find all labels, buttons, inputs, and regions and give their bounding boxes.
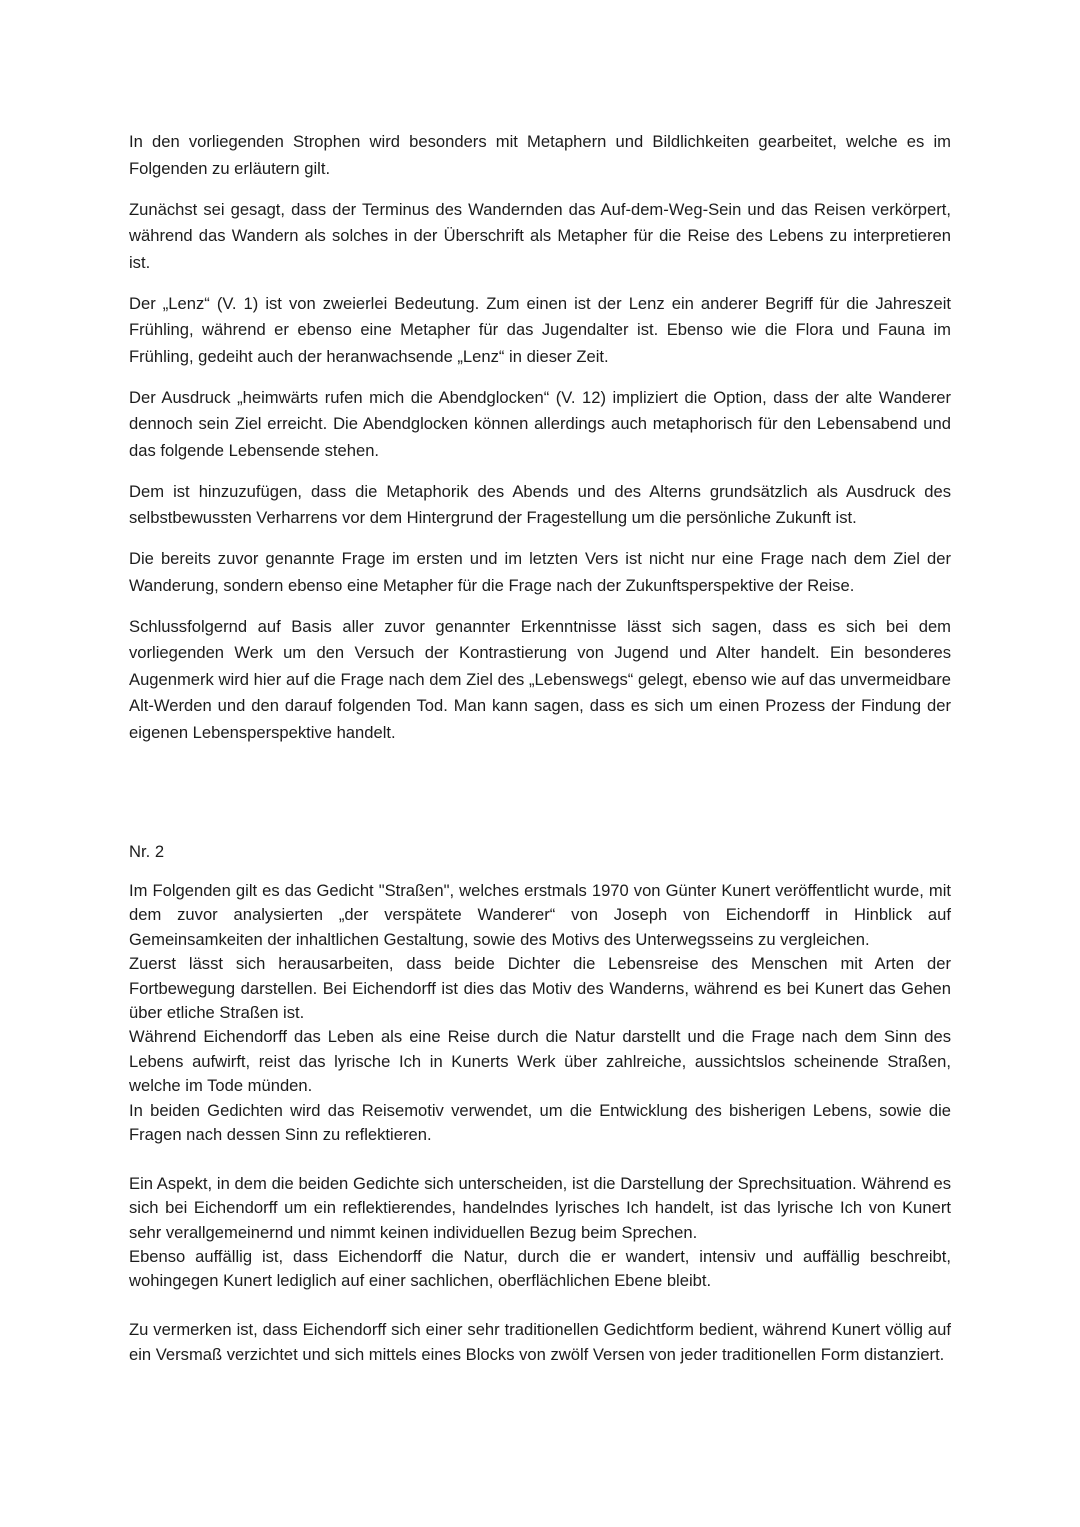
paragraph: In den vorliegenden Strophen wird besonders mit Metaphern und Bildlichkeiten gearbeitet, welche es im Folgenden zu erläutern gilt. [129,132,951,178]
paragraph: Der „Lenz“ (V. 1) ist von zweierlei Bedeutung. Zum einen ist der Lenz ein anderer Begriff für die Jahreszeit Frühling, während er ebenso eine Metapher für das Jugendalter ist. Ebenso wie die Flora und Fauna im Frühling, gedeiht auch der heranwachsende „Lenz“ in dieser Zeit. [129,293,951,366]
paragraph: Zunächst sei gesagt, dass der Terminus des Wandernden das Auf-dem-Weg-Sein und das Reisen verkörpert, während das Wandern als solches in der Überschrift als Metapher für die Reise des Lebens zu interpretieren ist. [129,199,951,272]
section-comparison [129,879,951,1367]
paragraph: Die bereits zuvor genannte Frage im ersten und im letzten Vers ist nicht nur eine Frage nach dem Ziel der Wanderung, sondern ebenso eine Metapher für die Frage nach der Zukunftsperspektive der Reise. [129,549,951,595]
paragraph: Im Folgenden gilt es das Gedicht "Straßen", welches erstmals 1970 von Günter Kunert veröffentlicht wurde, mit dem zuvor analysierten „der verspätete Wanderer“ von Joseph von Eichendorff in Hinblick auf Gemeinsamkeiten der inhaltlichen Gestaltung, sowie des Motivs des Unterwegsseins zu vergleichen. [129,881,951,949]
paragraph: In beiden Gedichten wird das Reisemotiv verwendet, um die Entwicklung des bisherigen Lebens, sowie die Fragen nach dessen Sinn zu reflektieren. [129,1100,951,1145]
section-interpretation [129,129,951,761]
paragraph: Zuerst lässt sich herausarbeiten, dass beide Dichter die Lebensreise des Menschen mit Arten der Fortbewegung darstellen. Bei Eichendorff ist dies das Motiv des Wanderns, während es bei Kunert das Gehen über etliche Straßen ist. [129,954,951,1023]
paragraph: Ein Aspekt, in dem die beiden Gedichte sich unterscheiden, ist die Darstellung der Sprechsituation. Während es sich bei Eichendorff um ein reflektierendes, handelndes lyrisches Ich handelt, ist das lyrische Ich von Kunert sehr verallgemeinernd und nimmt keinen individuellen Bezug beim Sprechen. [129,1173,951,1242]
paragraph: Während Eichendorff das Leben als eine Reise durch die Natur darstellt und die Frage nach dem Sinn des Lebens aufwirft, reist das lyrische Ich in Kunerts Werk über zahlreiche, aussichtslos scheinende Straßen, welche im Tode münden. [129,1027,951,1096]
paragraph: Zu vermerken ist, dass Eichendorff sich einer sehr traditionellen Gedichtform bedient, während Kunert völlig auf ein Versmaß verzichtet und sich mittels eines Blocks von zwölf Versen von jeder traditionellen Form distanziert. [129,1320,951,1364]
paragraph: Dem ist hinzuzufügen, dass die Metaphorik des Abends und des Alterns grundsätzlich als Ausdruck des selbstbewussten Verharrens vor dem Hintergrund der Fragestellung um die persönliche Zukunft ist. [129,481,951,527]
section-heading: Nr. 2 [129,842,165,861]
paragraph: Schlussfolgernd auf Basis aller zuvor genannter Erkenntnisse lässt sich sagen, dass es sich bei dem vorliegenden Werk um den Versuch der Kontrastierung von Jugend und Alter handelt. Ein besonderes Augenmerk wird hier auf die Frage nach dem Ziel des „Lebenswegs“ gelegt, ebenso wie auf das unvermeidbare Alt-Werden und den darauf folgenden Tod. Man kann sagen, dass es sich um einen Prozess der Findung der eigenen Lebensperspektive handelt. [129,616,951,742]
paragraph: Ebenso auffällig ist, dass Eichendorff die Natur, durch die er wandert, intensiv und auffällig beschreibt, wohingegen Kunert lediglich auf einer sachlichen, oberflächlichen Ebene bleibt. [129,1247,951,1291]
paragraph: Der Ausdruck „heimwärts rufen mich die Abendglocken“ (V. 12) impliziert die Option, dass der alte Wanderer dennoch sein Ziel erreicht. Die Abendglocken können allerdings auch metaphorisch für den Lebensabend und das folgende Lebensende stehen. [129,387,951,460]
